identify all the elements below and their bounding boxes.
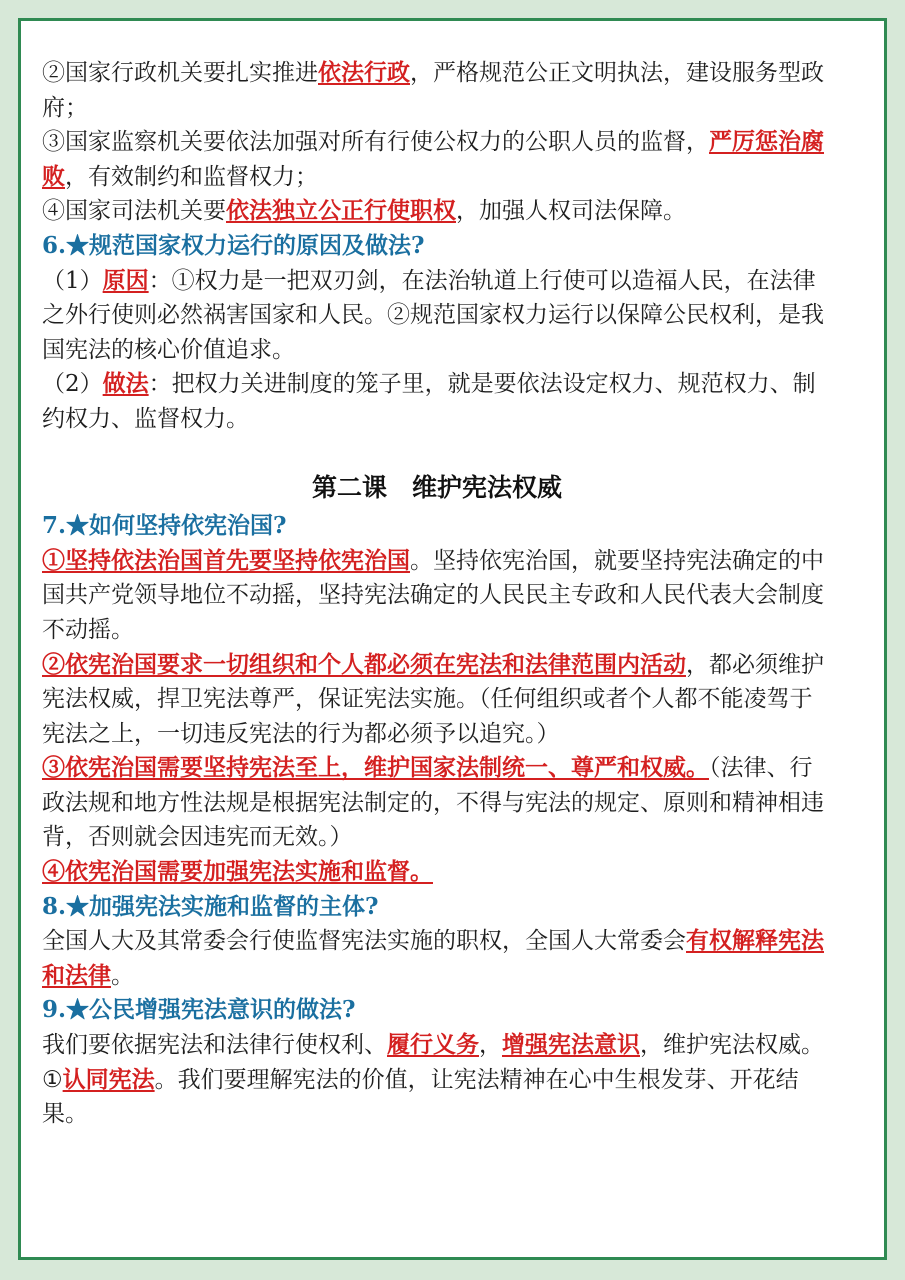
- question-9-title: 9.★公民增强宪法意识的做法?: [42, 996, 356, 1024]
- text: 。坚持依宪治国，就要坚持宪法确定的中国共产党领导地位不动摇，坚持宪法确定的人民民主专政和人民代表大会制度不动摇。: [42, 547, 824, 643]
- question-7-item-1: [42, 544, 832, 648]
- paragraph-judicial: [42, 194, 832, 229]
- text: ②国家行政机关要扎实推进: [42, 60, 318, 86]
- text: 。我们要理解宪法的价值，让宪法精神在心中生根发芽、开花结果。: [42, 1066, 799, 1128]
- highlight-text: 依法独立公正行使职权: [226, 197, 456, 225]
- highlight-text: 有权解释宪法和法律: [42, 927, 824, 989]
- text: ，加强人权司法保障。: [456, 198, 686, 225]
- question-7-item-3: [42, 751, 832, 855]
- text: ，: [479, 1032, 502, 1059]
- text: ：把权力关进制度的笼子里，就是要依法设定权力、规范权力、制约权力、监督权力。: [42, 371, 816, 432]
- paragraph-administrative: [42, 56, 832, 125]
- text: ，维护宪法权威。: [640, 1032, 824, 1059]
- question-6-reason: [42, 264, 832, 368]
- highlight-text: 严厉惩治腐败: [42, 128, 824, 190]
- highlight-text: 依法行政: [318, 59, 410, 86]
- question-9-item-1: [42, 1063, 832, 1132]
- highlight-text: 认同宪法: [62, 1065, 155, 1093]
- paragraph-supervisory: [42, 125, 832, 194]
- text: ，有效制约和监督权力；: [65, 163, 318, 190]
- highlight-text: 履行义务: [387, 1031, 479, 1059]
- question-7-item-4: [42, 855, 832, 890]
- question-8-title: 8.★加强宪法实施和监督的主体?: [42, 892, 379, 920]
- highlight-text: 增强宪法意识: [502, 1031, 640, 1059]
- text: ③国家监察机关要依法加强对所有行使公权力的公职人员的监督，: [42, 129, 709, 156]
- highlight-text: ②依宪治国要求一切组织和个人都必须在宪法和法律范围内活动: [42, 650, 686, 678]
- question-8-answer: [42, 924, 832, 993]
- question-6-method: [42, 367, 832, 436]
- text: 。: [111, 962, 134, 989]
- text: （1）: [42, 267, 103, 294]
- text: ④国家司法机关要: [42, 198, 226, 225]
- question-6-title: 6.★规范国家权力运行的原因及做法?: [42, 231, 425, 259]
- highlight-text: ③依宪治国需要坚持宪法至上，维护国家法制统一、尊严和权威。: [42, 754, 709, 782]
- highlight-text: ①坚持依法治国首先要坚持依宪治国: [42, 546, 410, 574]
- lesson-title: 第二课 维护宪法权威: [311, 472, 562, 502]
- question-7-item-2: [42, 648, 832, 752]
- text: 全国人大及其常委会行使监督宪法实施的职权，全国人大常委会: [42, 928, 686, 955]
- highlight-text: 做法: [102, 370, 149, 398]
- text: ：①权力是一把双刃剑，在法治轨道上行使可以造福人民，在法律之外行使则必然祸害国家和人民。②规范国家权力运行以保障公民权利，是我国宪法的核心价值追求。: [42, 267, 824, 363]
- highlight-text: ④依宪治国需要加强宪法实施和监督。: [42, 858, 433, 886]
- text: ①: [42, 1066, 63, 1093]
- text: （法律、行政法规和地方性法规是根据宪法制定的，不得与宪法的规定、原则和精神相违背，否则就会因违宪而无效。）: [42, 755, 824, 851]
- question-7-title: 7.★如何坚持依宪治国?: [42, 512, 287, 540]
- text: （2）: [42, 371, 103, 398]
- text: 我们要依据宪法和法律行使权利、: [42, 1032, 387, 1059]
- question-9-answer: [42, 1028, 832, 1063]
- text: ，都必须维护宪法权威，捍卫宪法尊严，保证宪法实施。（任何组织或者个人都不能凌驾于宪法之上，一切违反宪法的行为都必须予以追究。）: [42, 651, 824, 747]
- document-body: [42, 56, 832, 1132]
- text: ，严格规范公正文明执法，建设服务型政府；: [42, 60, 824, 121]
- highlight-text: 原因: [102, 266, 149, 294]
